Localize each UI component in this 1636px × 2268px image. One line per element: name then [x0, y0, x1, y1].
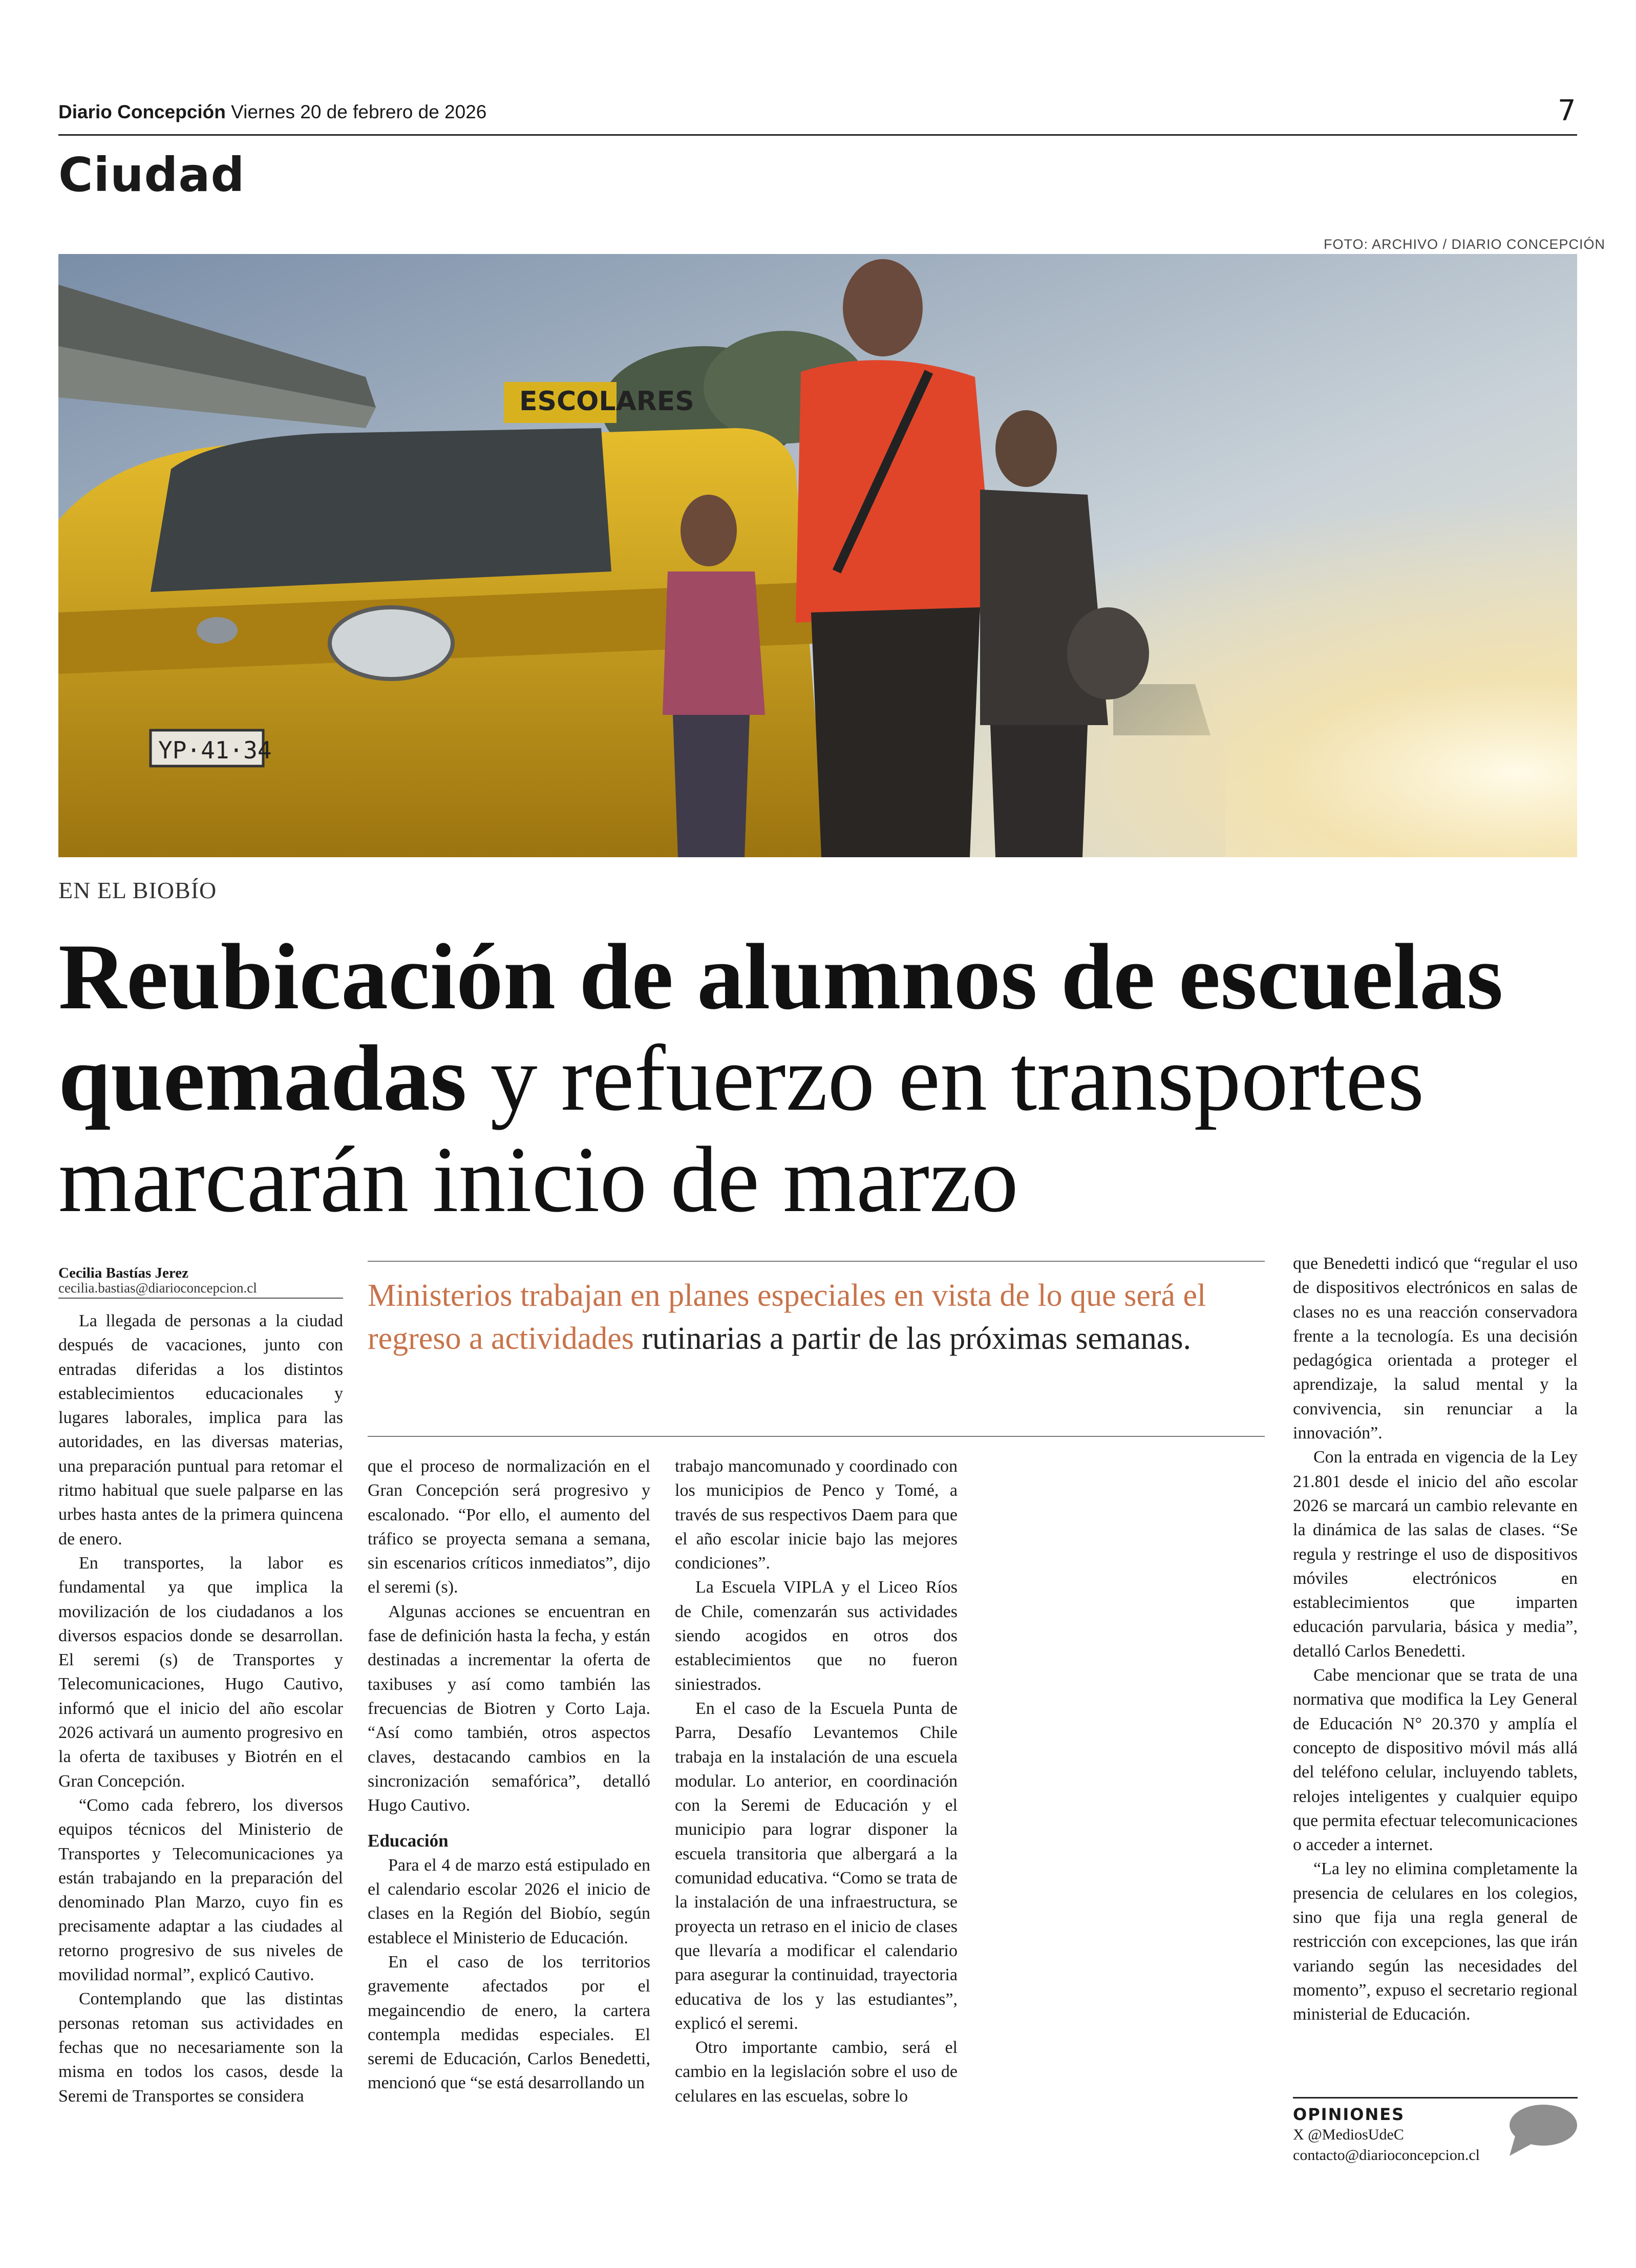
- opinions-contact-email[interactable]: contacto@diarioconcepcion.cl: [1293, 2147, 1480, 2164]
- paragraph: Contemplando que las distintas personas retoman sus actividades en fechas que no necesariamente son la misma en todos los casos, desde la Seremi de Transportes se considera: [58, 1989, 343, 2106]
- article-column-1: [58, 1309, 343, 2108]
- speech-bubble-icon: [1505, 2103, 1578, 2159]
- author-email[interactable]: cecilia.bastias@diarioconcepcion.cl: [58, 1280, 257, 1296]
- section-title: Ciudad: [58, 147, 245, 202]
- article-column-3: [675, 1454, 958, 2108]
- paragraph: Algunas acciones se encuentran en fase de definición hasta la fecha, y están destinadas a incrementar la oferta de taxibuses y así como también las frecuencias de Biotren y Corto Laja. “Así como también, otros aspectos claves, destacando cambios en la sincronización semafórica”, detalló Hugo Cautivo.: [368, 1602, 650, 1815]
- headline-bold-part: Reubicación de alumnos de escuelas quemadas: [58, 924, 1503, 1130]
- paragraph: que Benedetti indicó que “regular el uso de dispositivos electrónicos en salas de clases no es una reacción conservadora frente a la tecnología. Es una decisión pedagógica orientada a proteger el aprendizaje, la salud mental y la convivencia, sin renunciar a la innovación”.: [1293, 1254, 1578, 1443]
- pullquote-top-rule: [368, 1261, 1265, 1262]
- article-photo: [58, 254, 1577, 857]
- opinions-divider: [1293, 2097, 1578, 2099]
- article-headline: [58, 926, 1577, 1230]
- paragraph: “Como cada febrero, los diversos equipos técnicos del Ministerio de Transportes y Telecomunicaciones ya están trabajando en la preparación del denominado Plan Marzo, cuyo fin es precisamente adaptar a las ciudades al retorno progresivo de sus niveles de movilidad normal”, explicó Cautivo.: [58, 1795, 343, 1985]
- page-number: 7: [1558, 94, 1576, 128]
- paragraph: “La ley no elimina completamente la presencia de celulares en los colegios, sino que fija una regla general de restricción con excepciones, las que irán variando según las necesidades del momento”, expuso el secretario regional ministerial de Educación.: [1293, 1859, 1578, 2024]
- opinions-x-handle[interactable]: X @MediosUdeC: [1293, 2126, 1404, 2143]
- paragraph: que el proceso de normalización en el Gran Concepción será progresivo y escalonado. “Por ello, el aumento del tráfico se proyecta semana a semana, sin escenarios críticos inmediatos”, dijo el seremi (s).: [368, 1457, 650, 1597]
- header-divider: [58, 134, 1577, 136]
- page-header: [58, 101, 486, 123]
- pull-quote: [368, 1274, 1265, 1360]
- paragraph: En transportes, la labor es fundamental ya que implica la movilización de los ciudadanos a los diversos espacios donde se desarrollan. El seremi (s) de Transportes y Telecomunicaciones, Hugo Cautivo, informó que el inicio del año escolar 2026 activará un aumento progresivo en la oferta de taxibuses y Biotrén en el Gran Concepción.: [58, 1553, 343, 1791]
- paragraph: Otro importante cambio, será el cambio en la legislación sobre el uso de celulares en las escuelas, sobre lo: [675, 2038, 958, 2106]
- pullquote-rest: rutinarias a partir de las próximas semanas.: [633, 1321, 1191, 1356]
- author-name: Cecilia Bastías Jerez: [58, 1265, 188, 1281]
- opinions-title: OPINIONES: [1293, 2105, 1405, 2124]
- photo-illustration: [58, 254, 1577, 857]
- headline-regular-part: y refuerzo en transportes marcarán inicio de marzo: [58, 1026, 1425, 1232]
- pullquote-highlight: Ministerios trabajan en planes especiales en vista de lo que será el regreso a actividades: [368, 1278, 1206, 1356]
- article-column-4: [1293, 1252, 1578, 2027]
- paragraph: En el caso de los territorios gravemente afectados por el megaincendio de enero, la cartera contempla medidas especiales. El seremi de Educación, Carlos Benedetti, mencionó que “se está desarrollando un: [368, 1952, 650, 2093]
- paragraph: trabajo mancomunado y coordinado con los municipios de Penco y Tomé, a través de sus respectivos Daem para que el año escolar inicie bajo las mejores condiciones”.: [675, 1457, 958, 1573]
- paragraph: La Escuela VIPLA y el Liceo Ríos de Chile, comenzarán sus actividades siendo acogidos en otros dos establecimientos que no fueron siniestrados.: [675, 1578, 958, 1694]
- photo-credit: FOTO: ARCHIVO / DIARIO CONCEPCIÓN: [1324, 237, 1606, 252]
- paper-name: Diario Concepción: [58, 101, 226, 122]
- issue-date: Viernes 20 de febrero de 2026: [231, 101, 487, 122]
- paragraph: Cabe mencionar que se trata de una normativa que modifica la Ley General de Educación N° 20.370 y amplía el concepto de dispositivo móvil más allá del teléfono celular, incluyendo tablets, relojes inteligentes y cualquier equipo que permita efectuar telecomunicaciones o acceder a internet.: [1293, 1666, 1578, 1855]
- article-kicker: EN EL BIOBÍO: [58, 877, 217, 903]
- paragraph: Con la entrada en vigencia de la Ley 21.801 desde el inicio del año escolar 2026 se marcará un cambio relevante en la dinámica de las salas de clases. “Se regula y restringe el uso de dispositivos móviles electrónicos en establecimientos que imparten educación parvularia, básica y media”, detalló Carlos Benedetti.: [1293, 1448, 1578, 1661]
- paragraph: La llegada de personas a la ciudad después de vacaciones, junto con entradas diferidas a los distintos establecimientos educacionales y lugares laborales, implica para las autoridades, en las diversas materias, una preparación puntual para retomar el ritmo habitual que suele palparse en las urbes hasta antes de la primera quincena de enero.: [58, 1311, 343, 1549]
- subhead-education: Educación: [368, 1831, 449, 1851]
- byline-divider: [58, 1298, 343, 1299]
- pullquote-bottom-rule: [368, 1436, 1265, 1437]
- article-column-2: [368, 1454, 650, 2095]
- paragraph: Para el 4 de marzo está estipulado en el calendario escolar 2026 el inicio de clases en la Región del Biobío, según establece el Ministerio de Educación.: [368, 1855, 650, 1947]
- paragraph: En el caso de la Escuela Punta de Parra, Desafío Levantemos Chile trabaja en la instalación de una escuela modular. Lo anterior, en coordinación con la Seremi de Educación y el municipio para lograr disponer la escuela transitoria que albergará a la comunidad educativa. “Como se trata de la instalación de una infraestructura, se proyecta un retraso en el inicio de clases que llevaría a modificar el calendario para asegurar la continuidad, trayectoria educativa de los y las estudiantes”, explicó el seremi.: [675, 1699, 958, 2033]
